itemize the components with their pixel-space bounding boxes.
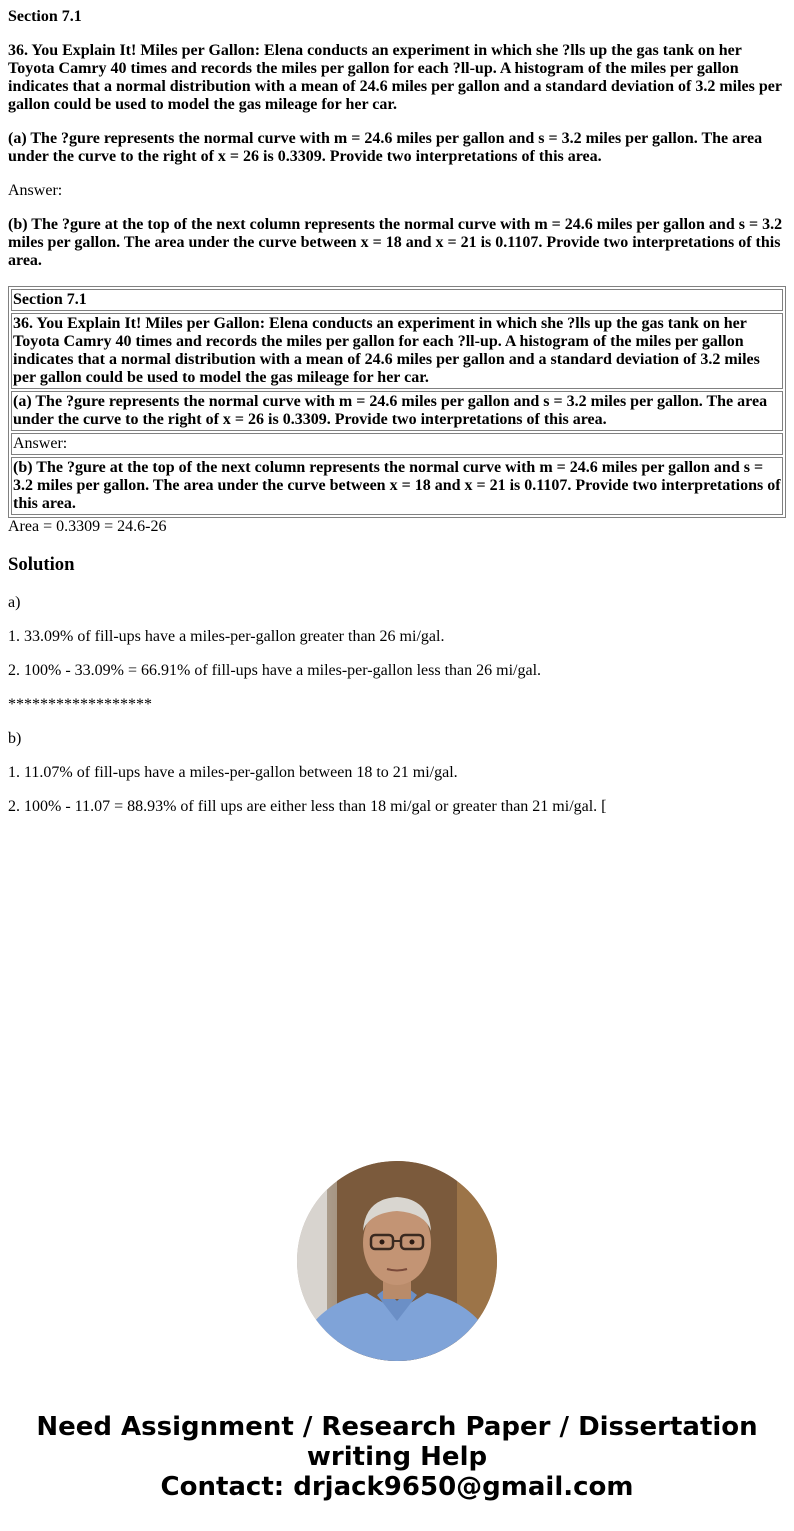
document-body bbox=[0, 8, 794, 816]
part-a-question: (a) The ?gure represents the normal curve with m = 24.6 miles per gallon and s = 3.2 miles per gallon. The area under the curve to the right of x = 26 is 0.3309. Provide two interpretations of this area. bbox=[8, 130, 763, 165]
solution-heading: Solution bbox=[8, 554, 75, 575]
table-cell-problem: 36. You Explain It! Miles per Gallon: Elena conducts an experiment in which she ?lls up the gas tank on her Toyota Camry 40 times and records the miles per gallon for each ?ll-up. A histogram of the miles per gallon indicates that a normal distribution with a mean of 24.6 miles per gallon and a standard deviation of 3.2 miles per gallon could be used to model the gas mileage for her car. bbox=[11, 313, 783, 389]
author-avatar bbox=[297, 1161, 497, 1361]
avatar-portrait-icon bbox=[297, 1161, 497, 1361]
solution-b-label: b) bbox=[8, 730, 22, 747]
footer-contact: Contact: drjack9650@gmail.com bbox=[160, 1472, 634, 1502]
section-heading: Section 7.1 bbox=[8, 8, 82, 25]
table-cell-part-b: (b) The ?gure at the top of the next column represents the normal curve with m = 24.6 miles per gallon and s = 3.2 miles per gallon. The area under the curve between x = 18 and x = 21 is 0.1107. Provide two interpretations of this area. bbox=[11, 457, 783, 515]
solution-a-label: a) bbox=[8, 594, 21, 611]
part-b-question: (b) The ?gure at the top of the next column represents the normal curve with m = 24.6 miles per gallon and s = 3.2 miles per gallon. The area under the curve between x = 18 and x = 21 is 0.1107. Provide two interpretations of this area. bbox=[8, 216, 783, 269]
table-cell-part-a: (a) The ?gure represents the normal curve with m = 24.6 miles per gallon and s = 3.2 miles per gallon. The area under the curve to the right of x = 26 is 0.3309. Provide two interpretations of this area. bbox=[11, 391, 783, 431]
answer-label: Answer: bbox=[8, 182, 63, 199]
solution-a-item-1: 1. 33.09% of fill-ups have a miles-per-gallon greater than 26 mi/gal. bbox=[8, 628, 445, 645]
question-table bbox=[8, 286, 786, 518]
solution-b-item-2: 2. 100% - 11.07 = 88.93% of fill ups are either less than 18 mi/gal or greater than 21 mi/gal. [ bbox=[8, 798, 607, 815]
footer-line-2: writing Help bbox=[306, 1442, 488, 1472]
table-cell-answer: Answer: bbox=[11, 433, 783, 455]
area-line: Area = 0.3309 = 24.6-26 bbox=[8, 518, 167, 535]
table-cell-section: Section 7.1 bbox=[11, 289, 783, 311]
footer-line-1: Need Assignment / Research Paper / Dissertation bbox=[36, 1412, 758, 1442]
footer-banner bbox=[0, 1412, 794, 1502]
solution-a-item-2: 2. 100% - 33.09% = 66.91% of fill-ups have a miles-per-gallon less than 26 mi/gal. bbox=[8, 662, 542, 679]
solution-separator: ****************** bbox=[8, 696, 152, 713]
problem-statement: 36. You Explain It! Miles per Gallon: Elena conducts an experiment in which she ?lls up the gas tank on her Toyota Camry 40 times and records the miles per gallon for each ?ll-up. A histogram of the miles per gallon indicates that a normal distribution with a mean of 24.6 miles per gallon and a standard deviation of 3.2 miles per gallon could be used to model the gas mileage for her car. bbox=[8, 42, 782, 113]
solution-b-item-1: 1. 11.07% of fill-ups have a miles-per-gallon between 18 to 21 mi/gal. bbox=[8, 764, 458, 781]
